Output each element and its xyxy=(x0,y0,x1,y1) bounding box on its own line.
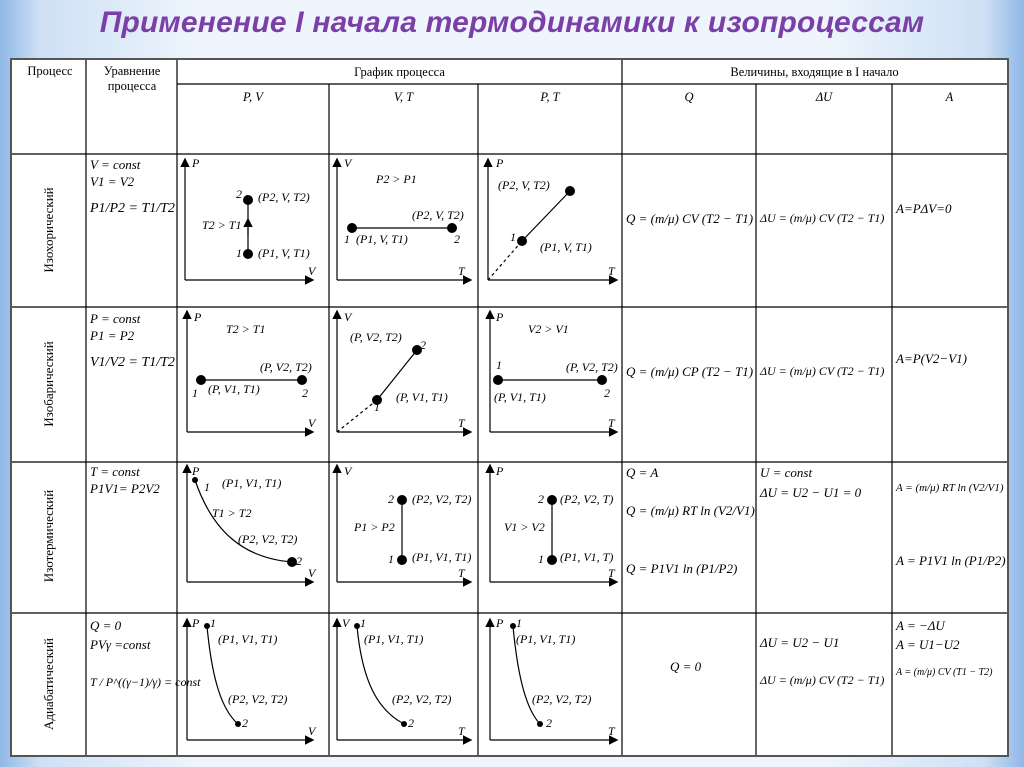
axis-t-label: T xyxy=(608,724,615,738)
a-isochoric: A=PΔV=0 xyxy=(896,201,952,216)
a-isothermal-1: A = (m/μ) RT ln (V2/V1) xyxy=(896,482,1004,494)
axis-t-label: T xyxy=(458,566,465,580)
axis-p-label: P xyxy=(192,156,200,170)
condition-label: V2 > V1 xyxy=(528,322,569,336)
axis-v-label: V xyxy=(308,566,316,580)
row-name-isochoric: Изохорический xyxy=(41,187,56,273)
axis-p-label: P xyxy=(496,310,504,324)
point-label: (P1, V1, T1) xyxy=(412,550,472,564)
du-isothermal-2: ΔU = U2 − U1 = 0 xyxy=(760,485,862,500)
axis-v-label: V xyxy=(344,464,352,478)
point-label: (P1, V1, T1) xyxy=(222,476,282,490)
point-number: 1 xyxy=(496,358,502,372)
point-label: (P1, V, T1) xyxy=(540,240,592,254)
eq-adiabatic-2: PVγ =const xyxy=(90,637,151,652)
q-isothermal-3: Q = P1V1 ln (P1/P2) xyxy=(626,561,738,576)
point-label: (P, V2, T2) xyxy=(350,330,402,344)
point-label: (P2, V2, T2) xyxy=(532,692,592,706)
point-number: 2 xyxy=(408,716,414,730)
axis-t-label: T xyxy=(458,264,465,278)
row-name-adiabatic: Адиабатический xyxy=(41,637,56,731)
point-label: (P, V2, T2) xyxy=(260,360,312,374)
axis-v-label: V xyxy=(308,264,316,278)
point-number: 2 xyxy=(388,492,394,506)
point-label: (P, V1, T1) xyxy=(396,390,448,404)
a-adiabatic-1: A = −ΔU xyxy=(896,618,945,633)
point-number: 2 xyxy=(242,716,248,730)
point-label: (P1, V1, T) xyxy=(560,550,614,564)
header-vt: V, T xyxy=(393,90,414,104)
eq-isochoric-1: V = const xyxy=(90,157,141,172)
q-isobaric: Q = (m/μ) CP (T2 − T1) xyxy=(626,364,754,379)
header-a: A xyxy=(945,90,954,104)
axis-p-label: P xyxy=(496,616,504,630)
point-label: (P, V2, T2) xyxy=(566,360,618,374)
eq-isothermal-1: T = const xyxy=(90,464,140,479)
header-pt: P, T xyxy=(540,90,560,104)
point-number: 2 xyxy=(568,184,574,198)
condition-label: T2 > T1 xyxy=(202,218,242,232)
a-adiabatic-2: A = U1−U2 xyxy=(896,637,960,652)
point-label: (P2, V, T2) xyxy=(412,208,464,222)
point-number: 1 xyxy=(510,230,516,244)
header-graph: График процесса xyxy=(354,65,445,79)
condition-label: T2 > T1 xyxy=(226,322,266,336)
point-number: 1 xyxy=(388,552,394,566)
q-isothermal-2: Q = (m/μ) RT ln (V2/V1) xyxy=(626,503,755,518)
axis-t-label: T xyxy=(458,416,465,430)
axis-p-label: P xyxy=(192,616,200,630)
point-label: (P2, V, T2) xyxy=(498,178,550,192)
row-name-isobaric: Изобарический xyxy=(41,341,56,427)
condition-label: P2 > P1 xyxy=(376,172,417,186)
point-label: (P, V1, T1) xyxy=(494,390,546,404)
point-number: 2 xyxy=(296,554,302,568)
axis-p-label: P xyxy=(496,464,504,478)
point-label: (P1, V1, T1) xyxy=(364,632,424,646)
slide-title: Применение I начала термодинамики к изопроцессам xyxy=(99,6,925,39)
eq-adiabatic-3: T / P^((γ−1)/γ) = const xyxy=(90,675,201,689)
eq-isobaric-1: P = const xyxy=(90,311,141,326)
condition-label: T1 > T2 xyxy=(212,506,252,520)
point-number: 1 xyxy=(516,616,522,630)
point-number: 2 xyxy=(454,232,460,246)
axis-p-label: P xyxy=(192,464,200,478)
point-label: (P1, V1, T1) xyxy=(516,632,576,646)
du-isochoric: ΔU = (m/μ) CV (T2 − T1) xyxy=(760,211,885,225)
point-label: (P1, V, T1) xyxy=(356,232,408,246)
point-number: 1 xyxy=(236,246,242,260)
eq-adiabatic-1: Q = 0 xyxy=(90,618,122,633)
axis-t-label: T xyxy=(608,264,615,278)
du-adiabatic-1: ΔU = U2 − U1 xyxy=(760,635,840,650)
header-process: Процесс xyxy=(27,64,73,78)
point-number: 2 xyxy=(604,386,610,400)
point-number: 1 xyxy=(210,616,216,630)
eq-isobaric-3: V1/V2 = T1/T2 xyxy=(90,355,175,370)
header-pv: P, V xyxy=(243,90,263,104)
point-number: 2 xyxy=(420,338,426,352)
row-name-isothermal: Изотермический xyxy=(41,489,56,583)
condition-label: V1 > V2 xyxy=(504,520,545,534)
eq-isobaric-2: P1 = P2 xyxy=(90,328,135,343)
axis-p-label: P xyxy=(496,156,504,170)
a-isobaric: A=P(V2−V1) xyxy=(896,351,967,366)
axis-p-label: P xyxy=(194,310,202,324)
point-label: (P1, V1, T1) xyxy=(218,632,278,646)
point-label: (P2, V2, T2) xyxy=(412,492,472,506)
du-isothermal-1: U = const xyxy=(760,465,813,480)
header-q: Q xyxy=(684,90,694,104)
point-number: 1 xyxy=(204,480,210,494)
eq-isochoric-3: P1/P2 = T1/T2 xyxy=(90,201,175,216)
axis-v-label: V xyxy=(344,156,352,170)
a-isothermal-2: A = P1V1 ln (P1/P2) xyxy=(896,553,1006,568)
point-label: (P2, V2, T2) xyxy=(238,532,298,546)
q-isothermal-1: Q = A xyxy=(626,465,659,480)
axis-v-label: V xyxy=(308,724,316,738)
header-du: ΔU xyxy=(815,90,833,104)
point-number: 2 xyxy=(302,386,308,400)
axis-t-label: T xyxy=(458,724,465,738)
axis-v-label: V xyxy=(308,416,316,430)
point-number: 1 xyxy=(374,400,380,414)
point-label: (P2, V, T2) xyxy=(258,190,310,204)
point-number: 1 xyxy=(192,386,198,400)
point-number: 2 xyxy=(236,187,242,201)
condition-label: P1 > P2 xyxy=(354,520,395,534)
point-label: (P2, V2, T2) xyxy=(228,692,288,706)
point-number: 2 xyxy=(546,716,552,730)
header-quantities: Величины, входящие в I начало xyxy=(730,65,899,79)
header-equation: Уравнение процесса xyxy=(103,64,161,93)
axis-t-label: T xyxy=(608,566,615,580)
du-isobaric: ΔU = (m/μ) CV (T2 − T1) xyxy=(760,364,885,378)
point-number: 1 xyxy=(360,616,366,630)
q-adiabatic: Q = 0 xyxy=(670,659,702,674)
axis-v-label: V xyxy=(344,310,352,324)
eq-isochoric-2: V1 = V2 xyxy=(90,174,135,189)
point-label: (P1, V, T1) xyxy=(258,246,310,260)
axis-t-label: T xyxy=(608,416,615,430)
axis-v-label: V xyxy=(342,616,350,630)
eq-isothermal-2: P1V1= P2V2 xyxy=(90,481,160,496)
point-label: (P2, V2, T2) xyxy=(392,692,452,706)
a-adiabatic-3: A = (m/μ) CV (T1 − T2) xyxy=(896,667,993,678)
du-adiabatic-2: ΔU = (m/μ) CV (T2 − T1) xyxy=(760,673,885,687)
process-graphs xyxy=(12,60,1007,755)
point-label: (P, V1, T1) xyxy=(208,382,260,396)
point-number: 1 xyxy=(344,232,350,246)
q-isochoric: Q = (m/μ) CV (T2 − T1) xyxy=(626,211,754,226)
thermo-table xyxy=(10,58,1009,757)
point-label: (P2, V2, T) xyxy=(560,492,614,506)
point-number: 2 xyxy=(538,492,544,506)
point-number: 1 xyxy=(538,552,544,566)
